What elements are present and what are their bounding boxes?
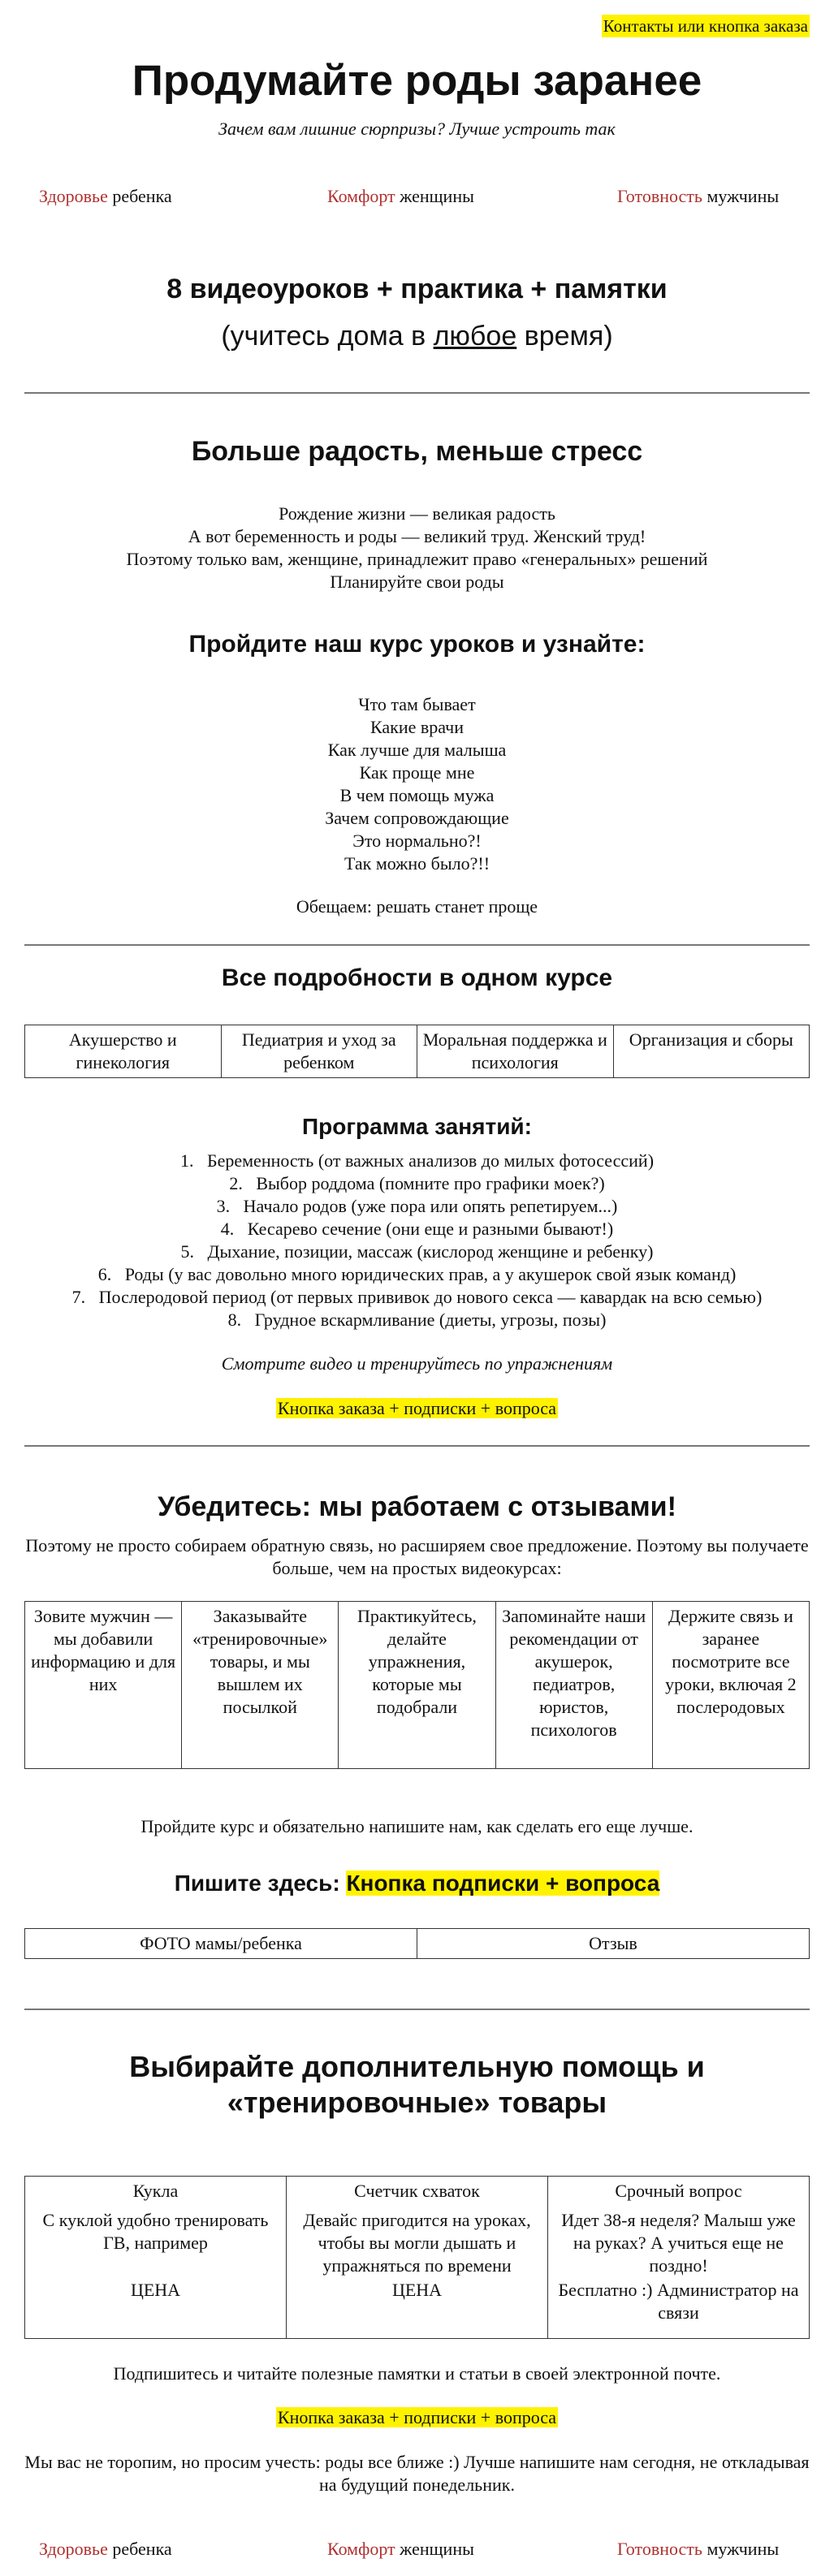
- program-item-number: 6.: [97, 1264, 112, 1284]
- details-cell: Акушерство и гинекология: [25, 1025, 222, 1078]
- benefit-health: [39, 185, 172, 208]
- benefit-rest: мужчины: [702, 2539, 780, 2559]
- product-desc: Девайс пригодится на уроках, чтобы вы могли дышать и упражняться по времени: [303, 2210, 531, 2276]
- reviews-cell: Зовите мужчин — мы добавили информацию и для них: [25, 1602, 182, 1769]
- products-table: [24, 2176, 810, 2339]
- joy-text: [0, 503, 834, 593]
- program-item: [0, 1286, 834, 1309]
- product-price: Бесплатно :) Администратор на связи: [558, 2280, 799, 2323]
- offer-subline-anytime: любое: [433, 321, 517, 352]
- benefit-readiness: [617, 2538, 779, 2561]
- reviews-cell: Держите связь и заранее посмотрите все уроки, включая 2 послеродовых: [652, 1602, 809, 1769]
- subscribe-button[interactable]: Кнопка подписки + вопроса: [346, 1871, 660, 1896]
- program-item-text: Начало родов (уже пора или опять репетируем...): [243, 1196, 618, 1216]
- benefit-accent: Готовность: [617, 186, 702, 206]
- joy-title: Больше радость, меньше стресс: [191, 436, 643, 467]
- benefit-rest: женщины: [395, 2539, 474, 2559]
- reviews-title: Убедитесь: мы работаем с отзывами!: [158, 1491, 676, 1522]
- divider: [24, 2009, 810, 2010]
- benefit-health: [39, 2538, 172, 2561]
- order-button[interactable]: Кнопка заказа + подписки + вопроса: [277, 1398, 557, 1418]
- details-cell: Моральная поддержка и психология: [417, 1025, 614, 1078]
- reviews-cell: Практикуйтесь, делайте упражнения, которые мы подобрали: [339, 1602, 495, 1769]
- program-item-text: Беременность (от важных анализов до милых фотосессий): [206, 1150, 655, 1171]
- benefit-readiness: [617, 185, 779, 208]
- program-item-number: 8.: [227, 1310, 242, 1330]
- program-item-text: Грудное вскармливание (диеты, угрозы, позы): [254, 1310, 607, 1330]
- program-item-number: 3.: [216, 1196, 231, 1216]
- program-item-text: Роды (у вас довольно много юридических прав, а у акушерок свой язык команд): [124, 1264, 737, 1284]
- program-item: [0, 1195, 834, 1218]
- program-item-number: 2.: [229, 1173, 243, 1193]
- divider: [24, 1445, 810, 1447]
- review-placeholder: Отзыв: [417, 1929, 810, 1959]
- program-item: [0, 1150, 834, 1172]
- product-name: Срочный вопрос: [615, 2181, 742, 2201]
- product-name: Кукла: [132, 2181, 179, 2201]
- contacts-button[interactable]: Контакты или кнопка заказа: [603, 16, 808, 36]
- learn-item: Какие врачи: [370, 717, 464, 737]
- products-title-line: «тренировочные» товары: [227, 2086, 607, 2119]
- benefit-accent: Комфорт: [327, 186, 395, 206]
- program-item: [0, 1263, 834, 1286]
- benefit-rest: ребенка: [107, 2539, 172, 2559]
- program-title: Программа занятий:: [302, 1114, 532, 1139]
- product-name: Счетчик схваток: [354, 2181, 480, 2201]
- program-item: [0, 1172, 834, 1195]
- program-item-text: Выбор роддома (помните про графики моек?): [256, 1173, 605, 1193]
- reviews-ask: Пройдите курс и обязательно напишите нам, как сделать его еще лучше.: [140, 1816, 694, 1836]
- program-item-text: Послеродовой период (от первых прививок до нового секса — кавардак на всю семью): [98, 1287, 763, 1307]
- divider: [24, 944, 810, 946]
- product-counter: [287, 2177, 548, 2339]
- program-item-number: 1.: [179, 1150, 194, 1171]
- footer-cta-wrap: [0, 2406, 834, 2429]
- offer-subline-pre: (учитесь дома в: [221, 321, 434, 352]
- program-item: [0, 1309, 834, 1331]
- offer-headline: 8 видеоуроков + практика + памятки: [166, 274, 668, 304]
- program-item: [0, 1218, 834, 1241]
- write-here-label: Пишите здесь:: [174, 1871, 347, 1896]
- learn-promise: Обещаем: решать станет проще: [296, 896, 538, 917]
- benefit-accent: Готовность: [617, 2539, 702, 2559]
- benefit-rest: мужчины: [702, 186, 780, 206]
- product-desc: С куклой удобно тренировать ГВ, например: [42, 2210, 269, 2253]
- joy-line: Рождение жизни — великая радость: [279, 503, 555, 524]
- details-title: Все подробности в одном курсе: [221, 964, 613, 991]
- learn-item: Так можно было?!!: [344, 853, 490, 874]
- subscribe-text: Подпишитесь и читайте полезные памятки и статьи в своей электронной почте.: [113, 2363, 721, 2384]
- reviews-intro: Поэтому не просто собираем обратную связь, но расширяем свое предложение. Поэтому вы получаете больше, чем на простых видеокурсах:: [25, 1535, 809, 1578]
- write-here: [0, 1869, 834, 1898]
- program-item-text: Дыхание, позиции, массаж (кислород женщине и ребенку): [207, 1241, 654, 1262]
- learn-item: Что там бывает: [358, 694, 476, 714]
- benefit-comfort: [327, 2538, 474, 2561]
- product-urgent: [548, 2177, 810, 2339]
- program-item: [0, 1241, 834, 1263]
- benefit-rest: женщины: [395, 186, 474, 206]
- products-title: [0, 2049, 834, 2121]
- joy-line: А вот беременность и роды — великий труд. Женский труд!: [188, 526, 646, 546]
- benefit-accent: Здоровье: [39, 2539, 108, 2559]
- offer-subline-post: время): [516, 321, 613, 352]
- learn-item: Это нормально?!: [352, 831, 482, 851]
- reviews-cell: Заказывайте «тренировочные» товары, и мы вышлем их посылкой: [182, 1602, 339, 1769]
- program-list: [0, 1150, 834, 1331]
- product-price: ЦЕНА: [130, 2280, 181, 2300]
- product-price: ЦЕНА: [391, 2280, 443, 2300]
- photo-placeholder: ФОТО мамы/ребенка: [25, 1929, 417, 1959]
- page-title: Продумайте роды заранее: [132, 57, 702, 105]
- program-item-number: 5.: [180, 1241, 195, 1262]
- details-table: [24, 1025, 810, 1078]
- benefit-accent: Комфорт: [327, 2539, 395, 2559]
- benefit-rest: ребенка: [107, 186, 172, 206]
- product-doll: [25, 2177, 287, 2339]
- program-item-number: 4.: [220, 1219, 235, 1239]
- program-cta-wrap: [0, 1397, 834, 1420]
- program-note: Смотрите видео и тренируйтесь по упражнениям: [221, 1353, 613, 1374]
- details-cell: Педиатрия и уход за ребенком: [221, 1025, 417, 1078]
- benefit-accent: Здоровье: [39, 186, 108, 206]
- reviews-table: [24, 1601, 810, 1769]
- details-cell: Организация и сборы: [613, 1025, 810, 1078]
- learn-item: Как проще мне: [359, 762, 475, 783]
- joy-line: Планируйте свои роды: [330, 572, 504, 592]
- reviews-cell: Запоминайте наши рекомендации от акушерок, педиатров, юристов, психологов: [495, 1602, 652, 1769]
- learn-item: В чем помощь мужа: [339, 785, 495, 805]
- page-subtitle: Зачем вам лишние сюрпризы? Лучше устроить так: [218, 119, 616, 139]
- order-button[interactable]: Кнопка заказа + подписки + вопроса: [277, 2407, 557, 2427]
- testimonial-table: [24, 1928, 810, 1959]
- divider: [24, 392, 810, 394]
- learn-item: Как лучше для малыша: [327, 740, 507, 760]
- learn-title: Пройдите наш курс уроков и узнайте:: [188, 631, 646, 658]
- program-item-number: 7.: [71, 1287, 86, 1307]
- products-title-line: Выбирайте дополнительную помощь и: [129, 2050, 705, 2083]
- urge-text: Мы вас не торопим, но просим учесть: роды все ближе :) Лучше напишите нам сегодня, не откладывая на будущий понедельник.: [24, 2452, 810, 2495]
- program-item-text: Кесарево сечение (они еще и разными бывают!): [247, 1219, 614, 1239]
- joy-line: Поэтому только вам, женщине, принадлежит право «генеральных» решений: [126, 549, 708, 569]
- product-desc: Идет 38-я неделя? Малыш уже на руках? А учиться еще не поздно!: [561, 2210, 796, 2276]
- learn-item: Зачем сопровождающие: [325, 808, 509, 828]
- offer-subline: [0, 319, 834, 353]
- benefit-comfort: [327, 185, 474, 208]
- learn-list: [0, 693, 834, 875]
